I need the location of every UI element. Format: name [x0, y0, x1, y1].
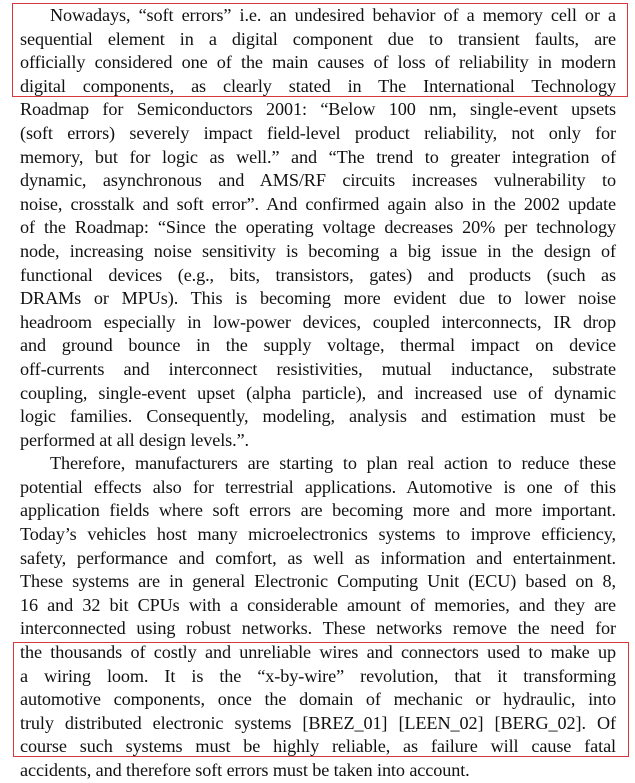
text-line: node, increasing noise sensitivity is becoming a big issue in the design of	[20, 240, 616, 261]
paragraph-automotive	[20, 452, 616, 782]
text-line: potential effects also for terrestrial applications. Automotive is one of this	[20, 476, 616, 497]
text-line: off-currents and interconnect resistivities, mutual inductance, substrate	[20, 358, 616, 379]
text-line: automotive components, once the domain of mechanic or hydraulic, into	[20, 689, 616, 710]
paragraph-soft-errors	[20, 4, 616, 452]
text-line: application fields where soft errors are becoming more and more important.	[20, 500, 616, 521]
text-line: safety, performance and comfort, as well as information and entertainment.	[20, 547, 616, 568]
text-line: course such systems must be highly reliable, as failure will cause fatal	[20, 736, 616, 757]
text-line: Roadmap for Semiconductors 2001: “Below 100 nm, single-event upsets	[20, 99, 616, 120]
text-line: and ground bounce in the supply voltage, thermal impact on device	[20, 335, 616, 356]
text-line: interconnected using robust networks. These networks remove the need for	[20, 618, 616, 639]
text-line: performed at all design levels.”.	[20, 429, 250, 450]
text-line: functional devices (e.g., bits, transistors, gates) and products (such as	[20, 264, 616, 285]
text-line: 16 and 32 bit CPUs with a considerable amount of memories, and they are	[20, 594, 616, 615]
text-line: headroom especially in low-power devices, coupled interconnects, IR drop	[20, 311, 616, 332]
document-body	[20, 4, 616, 783]
text-line: Therefore, manufacturers are starting to plan real action to reduce these	[50, 453, 616, 474]
text-line: logic families. Consequently, modeling, analysis and estimation must be	[20, 406, 616, 427]
text-line: accidents, and therefore soft errors must be taken into account.	[20, 760, 470, 780]
text-line: These systems are in general Electronic Computing Unit (ECU) based on 8,	[20, 571, 616, 592]
text-line: (soft errors) severely impact field-level product reliability, not only for	[20, 122, 616, 143]
text-line: digital components, as clearly stated in The International Technology	[20, 75, 616, 96]
text-line: Today’s vehicles host many microelectronics systems to improve efficiency,	[20, 524, 616, 545]
text-line: the thousands of costly and unreliable wires and connectors used to make up	[20, 642, 616, 663]
text-line: noise, crosstalk and soft error”. And confirmed again also in the 2002 update	[20, 193, 616, 214]
text-line: coupling, single-event upset (alpha particle), and increased use of dynamic	[20, 382, 616, 403]
text-line: dynamic, asynchronous and AMS/RF circuits increases vulnerability to	[20, 170, 616, 191]
text-line: DRAMs or MPUs). This is becoming more evident due to lower noise	[20, 288, 616, 309]
text-line: sequential element in a digital component due to transient faults, are	[20, 28, 616, 49]
text-line: truly distributed electronic systems [BREZ_01] [LEEN_02] [BERG_02]. Of	[20, 712, 616, 733]
text-line: a wiring loom. It is the “x-by-wire” revolution, that it transforming	[20, 665, 616, 686]
text-line: Nowadays, “soft errors” i.e. an undesired behavior of a memory cell or a	[50, 5, 616, 25]
text-line: memory, but for logic as well.” and “The trend to greater integration of	[20, 146, 616, 167]
text-line: officially considered one of the main causes of loss of reliability in modern	[20, 52, 616, 73]
text-line: of the Roadmap: “Since the operating voltage decreases 20% per technology	[20, 217, 616, 238]
